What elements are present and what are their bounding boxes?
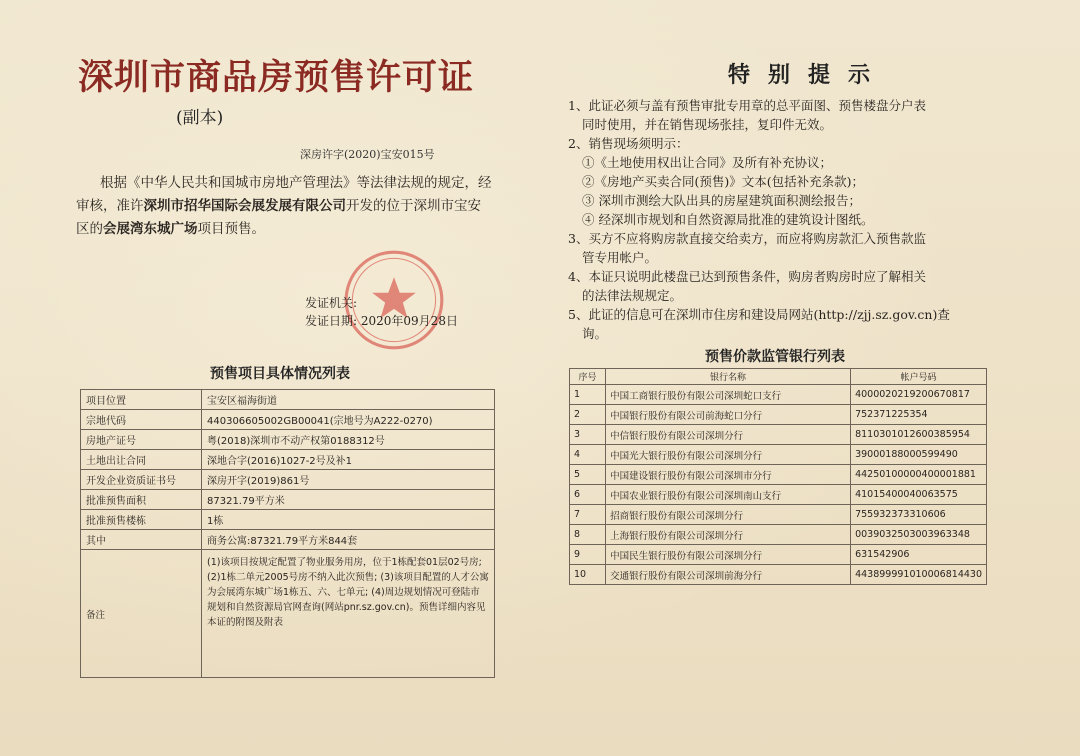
issuer-label: 发证机关:	[305, 296, 358, 310]
notice-item: 管专用帐户。	[582, 250, 658, 265]
detail-row	[81, 390, 495, 410]
bank-row	[570, 525, 987, 545]
bank-name: 招商银行股份有限公司深圳分行	[606, 505, 851, 525]
bank-account: 631542906	[851, 545, 987, 565]
bank-index: 3	[570, 425, 606, 445]
detail-label: 房地产证号	[81, 430, 202, 450]
detail-value: 87321.79平方米	[202, 490, 495, 510]
bank-index: 5	[570, 465, 606, 485]
issue-date-value: 2020年09月28日	[360, 314, 458, 328]
detail-row	[81, 490, 495, 510]
bank-index: 9	[570, 545, 606, 565]
intro-text-3: 项目预售。	[197, 221, 265, 237]
special-notice-title: 特别提示	[728, 62, 889, 88]
bank-name: 上海银行股份有限公司深圳分行	[606, 525, 851, 545]
bank-row	[570, 505, 987, 525]
bank-account: 443899991010006814430	[851, 565, 987, 585]
project-name: 会展湾东城广场	[103, 221, 198, 237]
detail-row	[81, 410, 495, 430]
bank-row	[570, 485, 987, 505]
bank-name: 中国银行股份有限公司前海蛇口分行	[606, 405, 851, 425]
detail-value: 宝安区福海街道	[202, 390, 495, 410]
notice-item: ①《土地使用权出让合同》及所有补充协议；	[582, 155, 833, 170]
bank-index: 8	[570, 525, 606, 545]
special-notice-list	[568, 96, 988, 343]
notice-item: 同时使用，并在销售现场张挂，复印件无效。	[582, 117, 833, 132]
detail-value: 商务公寓:87321.79平方米844套	[202, 530, 495, 550]
developer-name: 深圳市招华国际会展发展有限公司	[143, 198, 346, 214]
detail-label: 开发企业资质证书号	[81, 470, 202, 490]
supervision-bank-table	[569, 368, 987, 585]
notice-item: 询。	[582, 326, 608, 341]
bank-name: 中国农业银行股份有限公司深圳南山支行	[606, 485, 851, 505]
notes-text: (1)该项目按规定配置了物业服务用房，位于1栋配套01层02号房; (2)1栋二单元2005号房不纳入此次预售; (3)该项目配置的人才公寓为会展湾东城广场1栋五、六、七单元; (4)周边规划情况可登陆市规划和自然资源局官网查询(网站pnr.sz.gov.cn)。预售详细内容见本证的附图及附表	[202, 550, 495, 678]
issue-info	[305, 294, 458, 330]
detail-label: 宗地代码	[81, 410, 202, 430]
bank-table-header: 帐户号码	[851, 369, 987, 385]
bank-name: 中国民生银行股份有限公司深圳分行	[606, 545, 851, 565]
bank-table-header: 序号	[570, 369, 606, 385]
intro-text-1: 根据《中华人民共和国城市房地产管理法》等法律法规的规定，经审核，准许	[76, 175, 492, 214]
notes-label: 备注	[81, 550, 202, 678]
intro-paragraph	[76, 172, 492, 241]
notice-item: 的法律法规规定。	[582, 288, 683, 303]
bank-index: 10	[570, 565, 606, 585]
bank-name: 中信银行股份有限公司深圳分行	[606, 425, 851, 445]
bank-index: 6	[570, 485, 606, 505]
intro-text-2: 开发的位于深圳市宝安区的	[76, 198, 481, 237]
permit-number: 深房许字(2020)宝安015号	[300, 148, 435, 161]
notice-item: 4、本证只说明此楼盘已达到预售条件，购房者购房时应了解相关	[568, 269, 926, 284]
bank-account: 44250100000400001881	[851, 465, 987, 485]
certificate-subtitle: (副本)	[176, 108, 224, 128]
bank-name: 中国工商银行股份有限公司深圳蛇口支行	[606, 385, 851, 405]
bank-row	[570, 425, 987, 445]
detail-value: 粤(2018)深圳市不动产权第0188312号	[202, 430, 495, 450]
detail-label: 批准预售面积	[81, 490, 202, 510]
bank-row	[570, 445, 987, 465]
project-detail-table	[80, 389, 495, 678]
bank-row	[570, 565, 987, 585]
issue-date-label: 发证日期:	[305, 314, 358, 328]
bank-name: 中国光大银行股份有限公司深圳分行	[606, 445, 851, 465]
bank-account: 755932373310606	[851, 505, 987, 525]
detail-row	[81, 450, 495, 470]
notice-item: 2、销售现场须明示：	[568, 136, 689, 151]
bank-account: 8110301012600385954	[851, 425, 987, 445]
certificate-title: 深圳市商品房预售许可证	[78, 57, 475, 98]
detail-row	[81, 530, 495, 550]
detail-notes-row	[81, 550, 495, 678]
bank-row	[570, 545, 987, 565]
bank-account: 0039032503003963348	[851, 525, 987, 545]
detail-label: 批准预售楼栋	[81, 510, 202, 530]
detail-label: 其中	[81, 530, 202, 550]
detail-row	[81, 510, 495, 530]
detail-value: 440306605002GB00041(宗地号为A222-0270)	[202, 410, 495, 430]
detail-value: 深地合字(2016)1027-2号及补1	[202, 450, 495, 470]
bank-index: 4	[570, 445, 606, 465]
bank-row	[570, 385, 987, 405]
bank-table-title: 预售价款监管银行列表	[705, 349, 845, 365]
notice-item: 1、此证必须与盖有预售审批专用章的总平面图、预售楼盘分户表	[568, 98, 926, 113]
bank-name: 交通银行股份有限公司深圳前海分行	[606, 565, 851, 585]
bank-index: 2	[570, 405, 606, 425]
bank-table-header: 银行名称	[606, 369, 851, 385]
bank-account: 39000188000599490	[851, 445, 987, 465]
bank-account: 752371225354	[851, 405, 987, 425]
detail-table-title: 预售项目具体情况列表	[210, 366, 350, 382]
detail-row	[81, 430, 495, 450]
detail-value: 深房开字(2019)861号	[202, 470, 495, 490]
detail-label: 项目位置	[81, 390, 202, 410]
bank-row	[570, 405, 987, 425]
notice-item: ④ 经深圳市规划和自然资源局批准的建筑设计图纸。	[582, 212, 874, 227]
bank-account: 4000020219200670817	[851, 385, 987, 405]
notice-item: ②《房地产买卖合同(预售)》文本(包括补充条款)；	[582, 174, 865, 189]
bank-index: 1	[570, 385, 606, 405]
detail-label: 土地出让合同	[81, 450, 202, 470]
bank-account: 41015400040063575	[851, 485, 987, 505]
bank-name: 中国建设银行股份有限公司深圳市分行	[606, 465, 851, 485]
notice-item: 3、买方不应将购房款直接交给卖方，而应将购房款汇入预售款监	[568, 231, 926, 246]
bank-index: 7	[570, 505, 606, 525]
detail-value: 1栋	[202, 510, 495, 530]
issue-date-row	[305, 312, 458, 330]
detail-row	[81, 470, 495, 490]
bank-row	[570, 465, 987, 485]
notice-item: 5、此证的信息可在深圳市住房和建设局网站(http://zjj.sz.gov.cn)查	[568, 307, 950, 322]
notice-item: ③ 深圳市测绘大队出具的房屋建筑面积测绘报告；	[582, 193, 861, 208]
